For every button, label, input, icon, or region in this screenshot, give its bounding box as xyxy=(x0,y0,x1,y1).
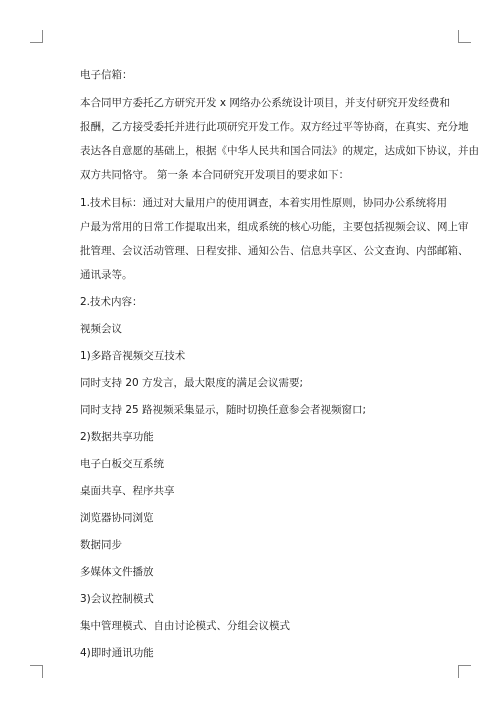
document-body xyxy=(80,64,479,669)
text-line: 1.技术目标：通过对大量用户的使用调查，本着实用性原则，协同办公系统将用 xyxy=(80,197,448,209)
text-line: 报酬，乙方接受委托并进行此项研究开发工作。双方经过平等协商，在真实、充分地 xyxy=(80,121,469,133)
crop-mark-top-left xyxy=(30,30,43,43)
list-item: 同时支持 25 路视频采集显示，随时切换任意参会者视频窗口; xyxy=(80,404,367,416)
list-item: 桌面共享、程序共享 xyxy=(80,485,175,497)
email-label: 电子信箱： xyxy=(80,69,133,81)
text-line: 通讯录等。 xyxy=(80,269,133,281)
technical-goal-paragraph xyxy=(80,191,469,287)
list-item: 浏览器协同浏览 xyxy=(80,512,154,524)
crop-mark-bottom-left xyxy=(30,665,43,678)
text-line: 双方共同恪守。 第一条 本合同研究开发项目的要求如下： xyxy=(80,169,350,181)
contract-intro-paragraph xyxy=(80,91,479,187)
list-item: 2)数据共享功能 xyxy=(80,431,154,443)
text-line: 批管理、会议活动管理、日程安排、通知公告、信息共享区、公文查询、内部邮箱、 xyxy=(80,245,469,257)
crop-mark-bottom-right xyxy=(458,665,471,678)
list-item: 集中管理模式、自由讨论模式、分组会议模式 xyxy=(80,620,290,632)
list-item: 多媒体文件播放 xyxy=(80,566,154,578)
crop-mark-top-right xyxy=(458,30,471,43)
technical-content-heading: 2.技术内容： xyxy=(80,296,143,308)
text-line: 表达各自意愿的基础上，根据《中华人民共和国合同法》的规定，达成如下协议，并由 xyxy=(80,145,479,157)
text-line: 本合同甲方委托乙方研究开发 x 网络办公系统设计项目，并支付研究开发经费和 xyxy=(80,97,450,109)
list-item: 数据同步 xyxy=(80,539,122,551)
list-item: 4)即时通讯功能 xyxy=(80,647,154,659)
list-item: 同时支持 20 方发言，最大限度的满足会议需要; xyxy=(80,377,304,389)
list-item: 视频会议 xyxy=(80,323,122,335)
list-item: 3)会议控制模式 xyxy=(80,593,154,605)
text-line: 户最为常用的日常工作提取出来，组成系统的核心功能，主要包括视频会议、网上审 xyxy=(80,221,469,233)
list-item: 电子白板交互系统 xyxy=(80,458,164,470)
list-item: 1)多路音视频交互技术 xyxy=(80,350,186,362)
